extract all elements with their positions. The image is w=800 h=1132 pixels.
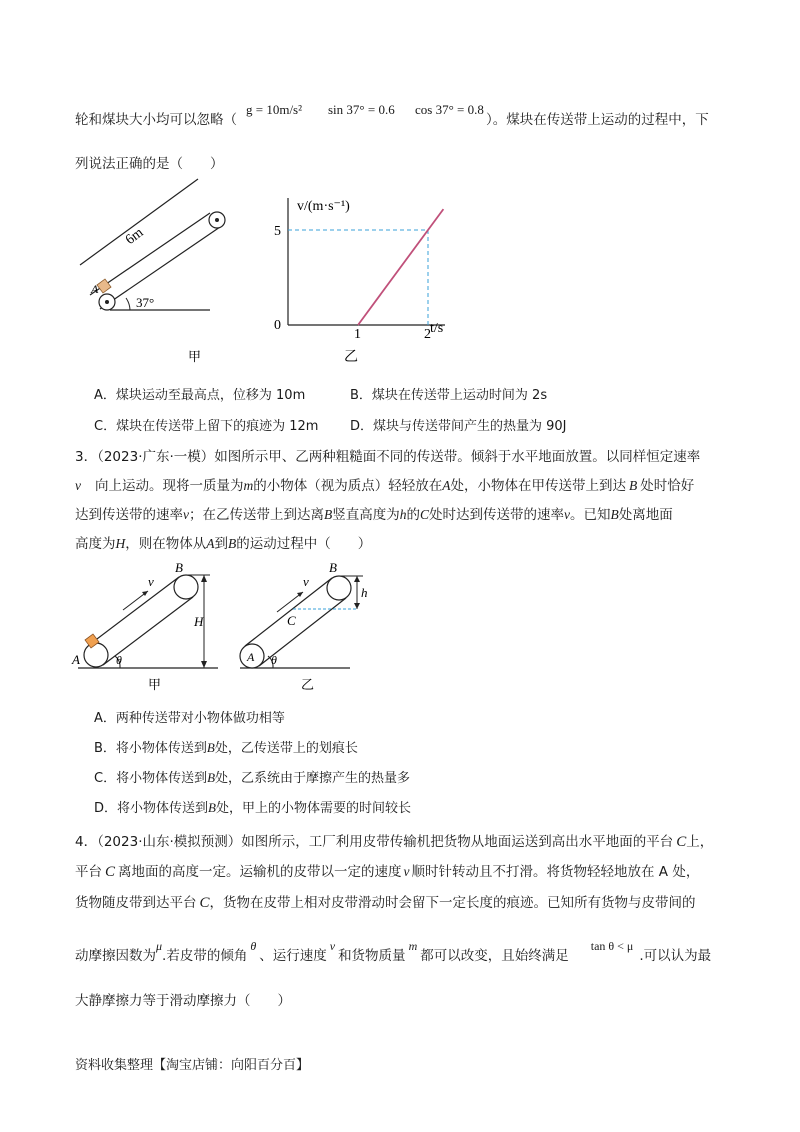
q4-line1: 4．（2023·山东·模拟预测）如图所示，工厂利用皮带传输机把货物从地面运送到高出水平地面的平台 C上， (75, 834, 714, 850)
fig-jia-caption: 甲 (188, 349, 202, 364)
q3-yi-caption: 乙 (301, 677, 315, 692)
q3-yi-h: h (361, 585, 368, 600)
q3-yi-b: B (329, 560, 337, 575)
y-tick-5: 5 (274, 224, 281, 239)
velocity-series-line (358, 209, 443, 325)
q3-jia-h: H (194, 614, 204, 629)
q3-yi-c: C (287, 613, 296, 628)
q2-line1-pre: 轮和煤块大小均可以忽略（ (75, 112, 237, 128)
footer-note: 资料收集整理【淘宝店铺：向阳百分百】 (75, 1058, 310, 1073)
q4-line4: 动摩擦因数为μ.若皮带的倾角θ、运行速度v和货物质量m都可以改变，且始终满足tan θ < μ.可以认为最 (75, 939, 712, 964)
q2-option-b: B．煤块在传送带上运动时间为 2s (350, 388, 548, 403)
q2-option-a: A．煤块运动至最高点，位移为 10m (94, 388, 306, 403)
q3-option-a: A．两种传送带对小物体做功相等 (94, 711, 285, 726)
formula-cos: cos 37° = 0.8 (415, 102, 484, 117)
q4-line2: 平台 C 离地面的高度一定。运输机的皮带以一定的速度 v 顺时针转动且不打滑。将货物轻轻地放在 A 处， (75, 864, 700, 880)
q3-yi-v: v (303, 574, 309, 589)
q2-line2: 列说法正确的是（ ） (75, 156, 224, 172)
q2-figure-jia (70, 176, 230, 366)
q3-line4: 高度为H，则在物体从A到B的运动过程中（ ） (75, 536, 372, 552)
x-tick-2: 2 (424, 327, 431, 342)
q3-line3: 达到传送带的速率v；在乙传送带上到达离B竖直高度为h的C处时达到传送带的速率v。已知B处离地面 (75, 507, 673, 523)
q3-line2: v 向上运动。现将一质量为m的小物体（视为质点）轻轻放在A处，小物体在甲传送带上到达 B 处时恰好 (75, 478, 695, 494)
q3-yi-a: A (247, 650, 255, 664)
vt-chart (270, 180, 480, 370)
fig-yi-caption: 乙 (344, 350, 358, 365)
q3-option-c: C．将小物体传送到B处，乙系统由于摩擦产生的热量多 (94, 770, 411, 786)
q2-option-c: C．煤块在传送带上留下的痕迹为 12m (94, 419, 319, 434)
point-a-label: A (91, 282, 99, 296)
q4-line3: 货物随皮带到达平台 C，货物在皮带上相对皮带滑动时会留下一定长度的痕迹。已知所有货物与皮带间的 (75, 895, 696, 911)
formula-sin: sin 37° = 0.6 (328, 102, 395, 117)
q3-jia-caption: 甲 (148, 677, 162, 692)
q3-figure-yi (235, 560, 385, 695)
q3-jia-v: v (148, 574, 154, 589)
q2-line1 (75, 108, 237, 128)
q3-option-d: D．将小物体传送到B处，甲上的小物体需要的时间较长 (94, 800, 411, 816)
q3-jia-b: B (175, 560, 183, 575)
length-label: 6m (122, 225, 147, 248)
q3-yi-theta: θ (271, 653, 277, 667)
q3-option-b: B．将小物体传送到B处，乙传送带上的划痕长 (94, 740, 358, 756)
q3-jia-theta: θ (116, 653, 122, 667)
y-axis-label: v/(m·s⁻¹) (297, 199, 350, 214)
q3-line1: 3．（2023·广东·一模）如图所示甲、乙两种粗糙面不同的传送带。倾斜于水平地面放置。以同样恒定速率 (75, 449, 701, 465)
origin-label: 0 (274, 318, 281, 333)
formula-g: g = 10m/s² (246, 102, 303, 117)
x-tick-1: 1 (354, 327, 361, 342)
x-axis-label: t/s (430, 321, 444, 336)
q3-figure-jia (68, 560, 228, 695)
angle-label: 37° (136, 295, 155, 310)
q2-option-d: D．煤块与传送带间产生的热量为 90J (350, 419, 567, 434)
q2-line1-post: ）。煤块在传送带上运动的过程中，下 (486, 112, 709, 128)
q3-jia-a: A (72, 652, 80, 667)
q4-line5: 大静摩擦力等于滑动摩擦力（ ） (75, 993, 291, 1009)
